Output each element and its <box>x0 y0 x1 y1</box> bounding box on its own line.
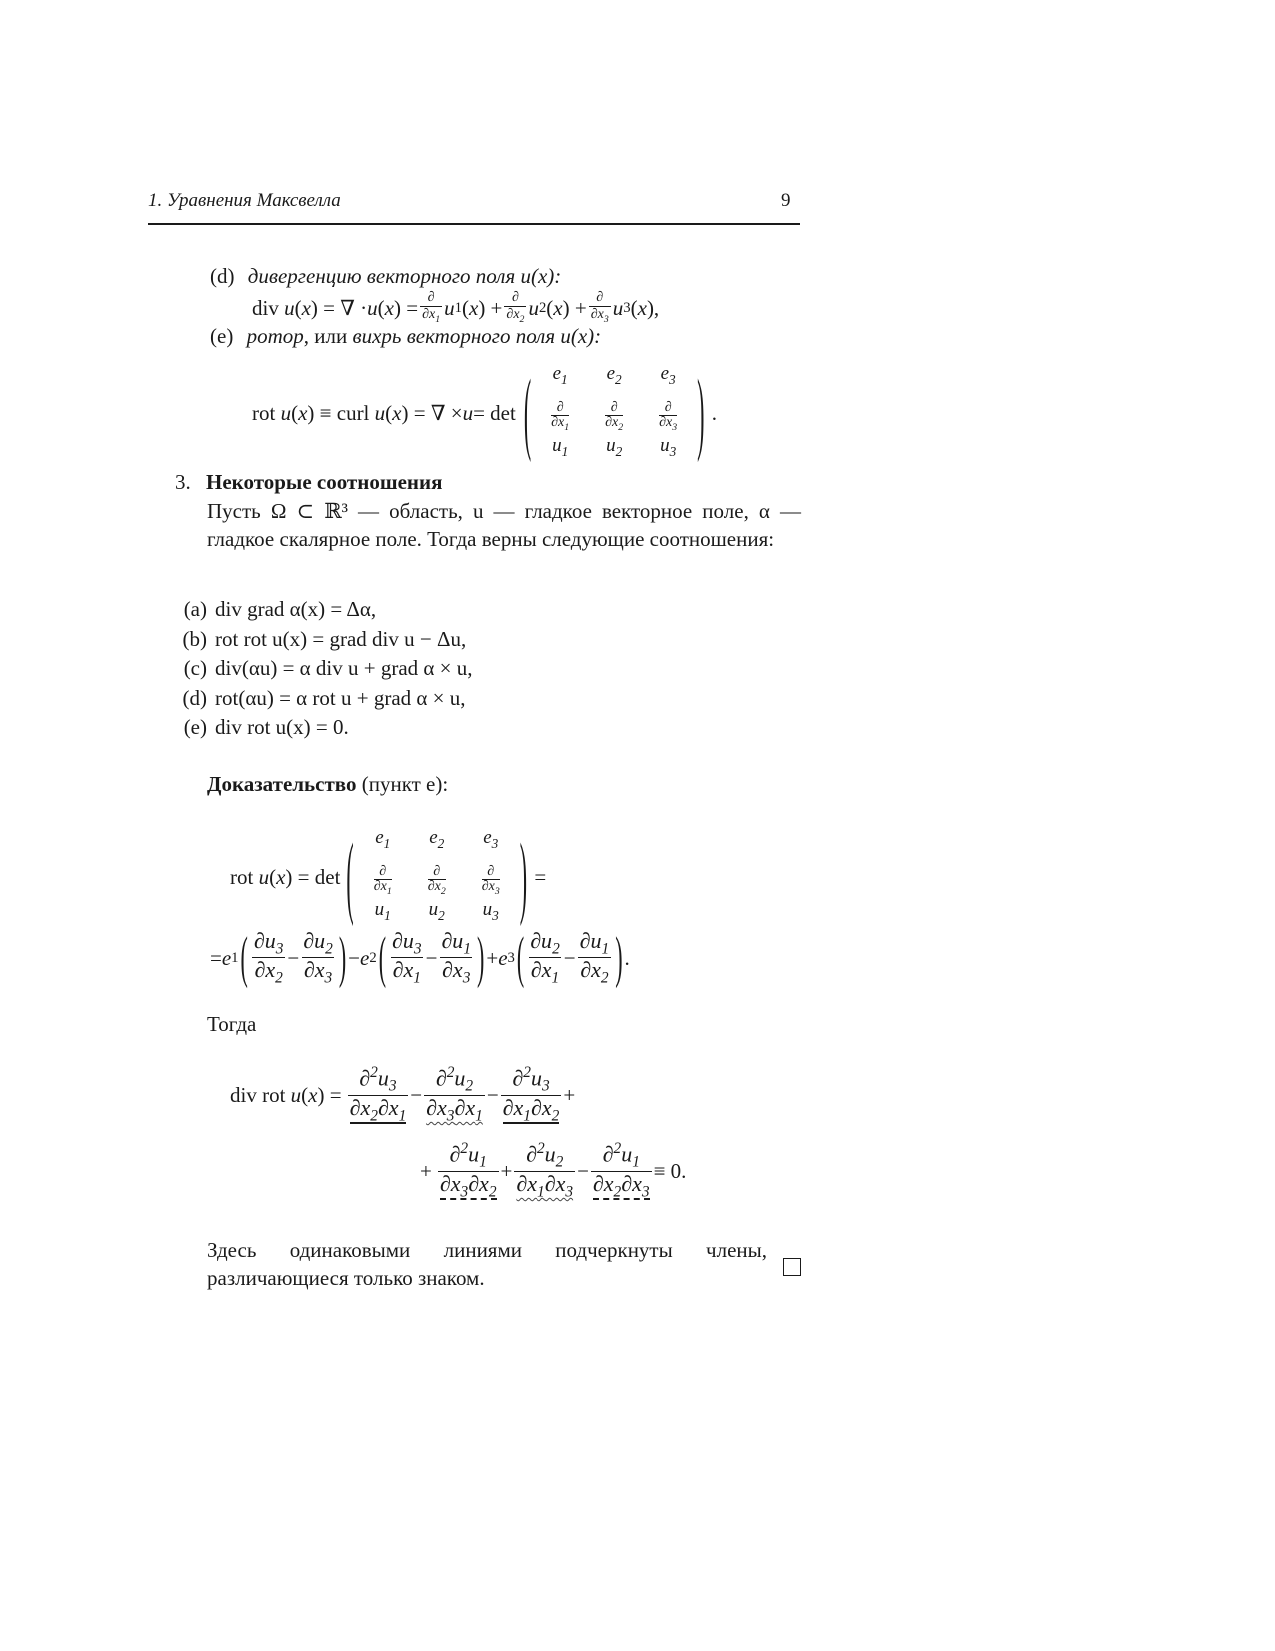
qed-square-icon <box>783 1258 801 1276</box>
header-rule <box>148 223 800 225</box>
item-e-var: u(x): <box>560 324 602 348</box>
div-rot-line-1: div rot u ( x ) = $\frac{\partial^2u_3}{\partial x_2\partial x_1}$ − $\frac{\partial^2u_2}{\partial x_3\partial x_1}$ − $\frac{\partial^2u_3}{\partial x_1\partial x_2}$ + <box>230 1063 576 1125</box>
proof-rot-formula: rot u ( x ) = det ( $e_1$ $e_2$ $e_3$ ∂ $\partial x_1$ ∂ $\partial x_2$ ∂ $\partial x_3$ $u_1$ $u_2$ $u_3$ ) = <box>230 822 547 928</box>
div-rot-line-2: + $\frac{\partial^2u_1}{\partial x_3\partial x_2}$ + $\frac{\partial^2u_2}{\partial x_1\partial x_3}$ − $\frac{\partial^2u_1}{\partial x_2\partial x_3}$ ≡ 0. <box>420 1139 687 1201</box>
item-e-or: , или <box>303 324 348 348</box>
item-d-title: дивергенцию векторного поля <box>247 264 516 288</box>
proof-matrix: $e_1$ $e_2$ $e_3$ ∂ $\partial x_1$ ∂ $\partial x_2$ ∂ $\partial x_3$ $u_1$ $u_2$ $u_3$ <box>373 826 500 924</box>
section-3-title: Некоторые соотношения <box>206 470 443 494</box>
relation-c-formula: div(αu) = α div u + grad α × u, <box>215 656 473 680</box>
item-e-rotor: ротор <box>246 324 304 348</box>
item-d-heading <box>210 264 561 289</box>
proof-closing: Здесь одинаковыми линиями подчеркнуты члены, различающиеся только знаком. <box>207 1238 767 1290</box>
relation-b-formula: rot rot u(x) = grad div u − Δu, <box>215 627 467 651</box>
section-3-heading <box>175 470 442 495</box>
relation-e: (e) div rot u(x) = 0. <box>183 715 349 739</box>
relation-c: (c) div(αu) = α div u + grad α × u, <box>183 656 473 680</box>
relation-a: (a) div grad α(x) = Δα, <box>183 597 377 621</box>
proof-title: Доказательство <box>207 772 357 796</box>
curl-formula: rot u ( x ) ≡ curl u ( x ) = ∇ × u = det ( $e_1$ $e_2$ $e_3$ ∂ $\partial x_1$ ∂ $\partial x_2$ ∂ $\partial x_3$ $u_1$ $u_2$ $u_3$ ) . <box>252 358 717 464</box>
proof-heading <box>207 772 448 797</box>
proof-then: Тогда <box>207 1012 257 1036</box>
running-header-title: 1. Уравнения Максвелла <box>148 190 341 211</box>
relation-d: (d) rot(αu) = α rot u + grad α × u, <box>182 686 466 710</box>
page-number: 9 <box>781 190 791 211</box>
relation-b: (b) rot rot u(x) = grad div u − Δu, <box>182 627 467 651</box>
relation-a-formula: div grad α(x) = Δα, <box>215 597 377 621</box>
item-e-label: (e) <box>210 324 234 348</box>
curl-matrix: $e_1$ $e_2$ $e_3$ ∂ $\partial x_1$ ∂ $\partial x_2$ ∂ $\partial x_3$ $u_1$ $u_2$ $u_3$ <box>551 362 678 460</box>
item-e-heading <box>210 324 601 349</box>
item-d-label: (d) <box>210 264 235 288</box>
section-3-number: 3. <box>175 470 191 494</box>
relation-e-formula: div rot u(x) = 0. <box>215 715 349 739</box>
item-e-vortex: вихрь векторного поля <box>352 324 556 348</box>
divergence-formula: div u ( x ) = ∇ · u ( x ) = $\frac{\partial}{\partial x_1}$ u 1 ( x ) + $\frac{\partial}{\partial x_2}$ u 2 ( x ) + $\frac{\partial}{\partial x_3}$ u 3 ( x ), <box>252 289 660 325</box>
item-d-var: u(x): <box>520 264 562 288</box>
proof-note: (пункт e): <box>361 772 449 796</box>
proof-expansion: = e 1 ( $\frac{\partial u_3}{\partial x_2}$ − $\frac{\partial u_2}{\partial x_3}$ ) − e 2 ( $\frac{\partial u_3}{\partial x_1}$ − $\frac{\partial u_1}{\partial x_3}$ ) + e 3 ( $\frac{\partial u_2}{\partial x_1}$ − $\frac{\partial u_1}{\partial x_2}$ ) . <box>210 924 630 990</box>
section-3-intro: Пусть Ω ⊂ ℝ³ — область, u — гладкое векторное поле, α — гладкое скалярное поле. Тогда верны следующие соотношения: <box>207 499 801 551</box>
relation-d-formula: rot(αu) = α rot u + grad α × u, <box>215 686 466 710</box>
